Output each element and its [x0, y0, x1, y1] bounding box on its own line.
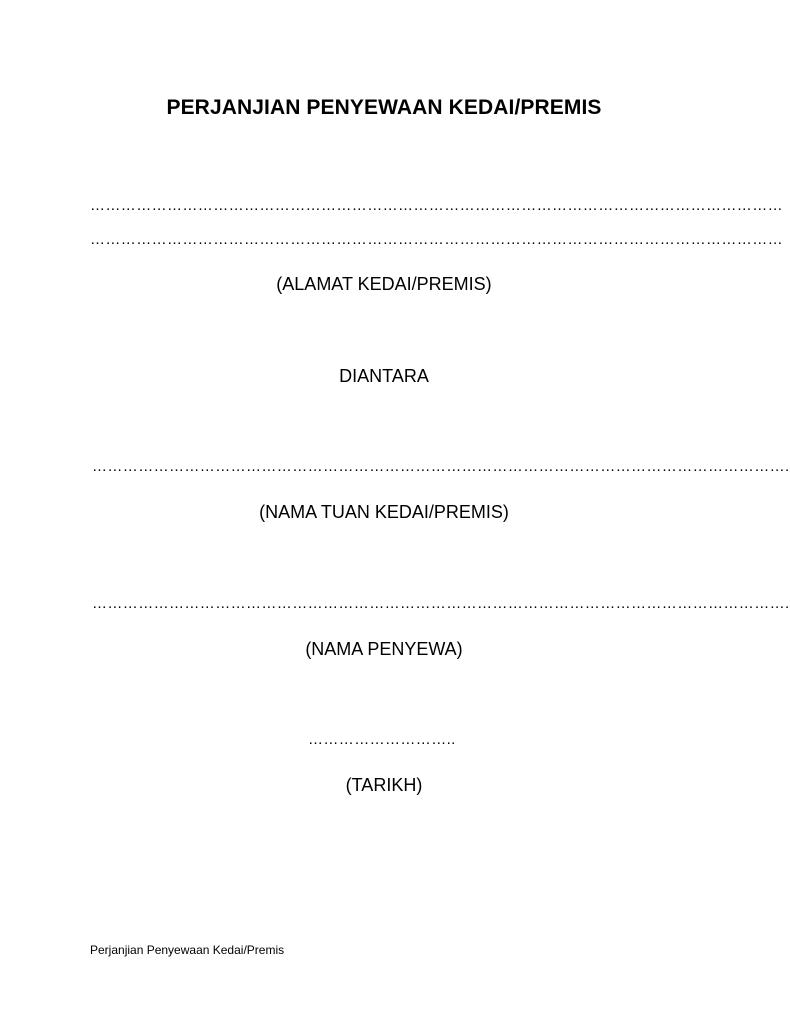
owner-name-label: (NAMA TUAN KEDAI/PREMIS): [259, 502, 509, 522]
page-title: PERJANJIAN PENYEWAAN KEDAI/PREMIS: [166, 96, 602, 119]
address-blank-line-1: ………………………………………………………………………………………………………………………: [90, 197, 783, 214]
date-label: (TARIKH): [345, 775, 423, 795]
page-footer: Perjanjian Penyewaan Kedai/Premis: [90, 943, 285, 957]
tenant-name-blank-line: ……………………………………………………………………………………………………………………….: [92, 595, 790, 612]
owner-name-blank-line: ……………………………………………………………………………………………………………………….: [92, 458, 790, 475]
date-blank-line: ………………………..: [308, 731, 456, 748]
address-blank-line-2: ………………………………………………………………………………………………………………………: [90, 231, 783, 248]
between-label: DIANTARA: [339, 366, 429, 386]
tenant-name-label: (NAMA PENYEWA): [305, 639, 463, 659]
address-label: (ALAMAT KEDAI/PREMIS): [276, 274, 492, 294]
